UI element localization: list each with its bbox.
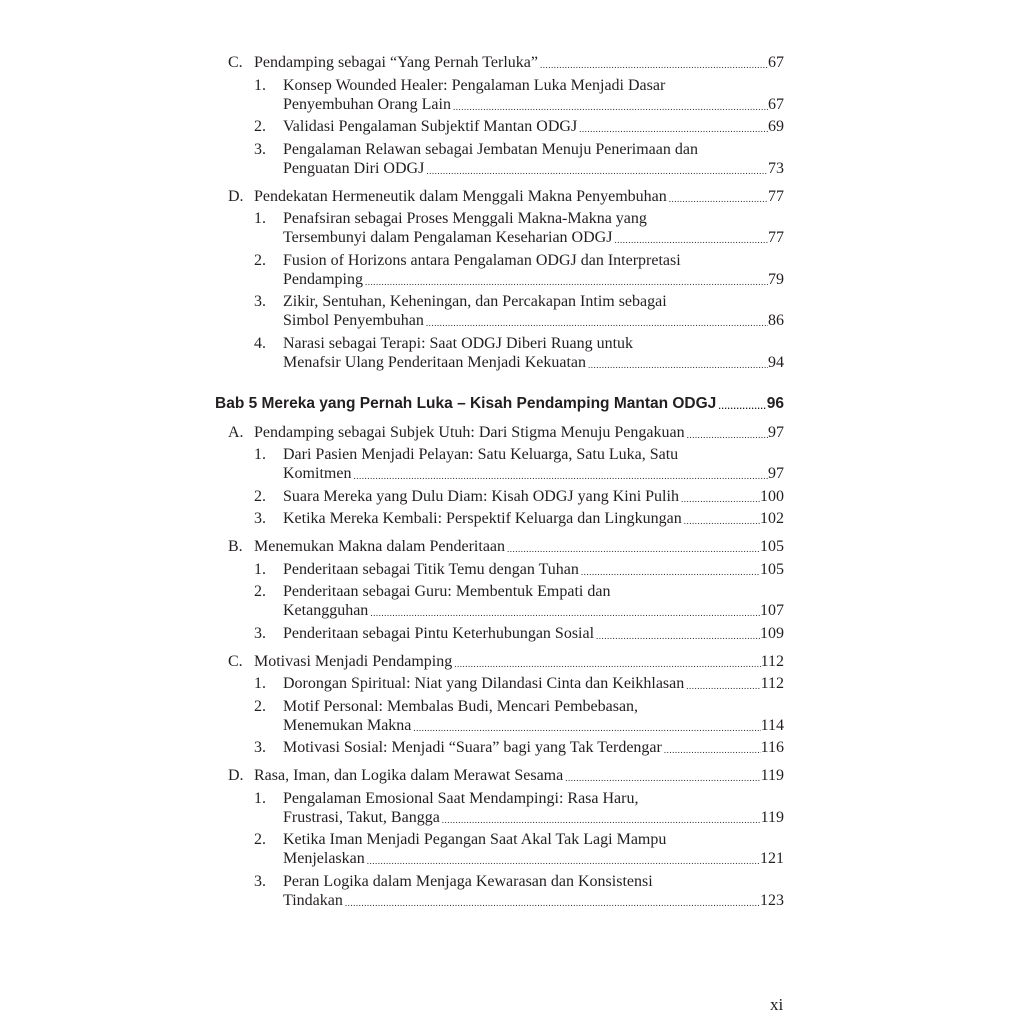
item-number: 3. bbox=[254, 140, 266, 158]
page-ref: 97 bbox=[768, 465, 784, 482]
toc-line bbox=[215, 537, 784, 556]
page-ref: 105 bbox=[760, 538, 784, 555]
dot-leader bbox=[685, 428, 768, 442]
page-ref: 119 bbox=[760, 767, 784, 784]
page-ref: 123 bbox=[760, 891, 784, 909]
section-letter: B. bbox=[228, 538, 243, 555]
toc-line bbox=[215, 228, 784, 247]
item-number: 1. bbox=[254, 560, 266, 578]
item-title-line: Dari Pasien Menjadi Pelayan: Satu Keluarga, Satu Luka, Satu bbox=[283, 446, 679, 463]
dot-leader bbox=[351, 469, 768, 483]
toc-line bbox=[215, 830, 784, 849]
toc-line bbox=[215, 716, 784, 735]
item-number: 3. bbox=[254, 872, 266, 890]
toc-line bbox=[215, 624, 784, 643]
item-number: 2. bbox=[254, 118, 266, 135]
toc-line bbox=[215, 652, 784, 671]
section-letter: C. bbox=[228, 652, 243, 670]
item-title-line: Menjelaskan bbox=[283, 850, 365, 867]
chapter-title: Bab 5 Mereka yang Pernah Luka – Kisah Pendamping Mantan ODGJ bbox=[215, 394, 717, 412]
item-title-line: Frustrasi, Takut, Bangga bbox=[283, 808, 440, 826]
page-ref: 105 bbox=[760, 560, 784, 578]
dot-leader bbox=[577, 122, 768, 136]
toc-line bbox=[215, 117, 784, 136]
dot-leader bbox=[411, 721, 760, 735]
dot-leader bbox=[365, 854, 760, 868]
item-title-line: Menemukan Makna bbox=[283, 716, 412, 734]
toc-line bbox=[215, 140, 784, 159]
toc-line bbox=[215, 53, 784, 72]
item-title-line: Motif Personal: Membalas Budi, Mencari Pembebasan, bbox=[283, 697, 639, 715]
item-number: 2. bbox=[254, 583, 266, 600]
section-title: Pendamping sebagai Subjek Utuh: Dari Stigma Menuju Pengakuan bbox=[254, 423, 685, 441]
page-ref: 100 bbox=[760, 487, 784, 505]
item-title-line: Konsep Wounded Healer: Pengalaman Luka Menjadi Dasar bbox=[283, 76, 666, 94]
section-letter: D. bbox=[228, 187, 244, 205]
dot-leader bbox=[716, 399, 766, 413]
toc-line bbox=[215, 487, 784, 506]
dot-leader bbox=[424, 316, 768, 330]
toc-line bbox=[215, 394, 784, 413]
item-number: 1. bbox=[254, 446, 266, 463]
dot-leader bbox=[563, 771, 760, 785]
table-of-contents bbox=[215, 53, 784, 910]
dot-leader bbox=[594, 629, 760, 643]
item-title-line: Ketangguhan bbox=[283, 602, 369, 619]
toc-line bbox=[215, 464, 784, 483]
page-ref: 102 bbox=[760, 510, 784, 527]
dot-leader bbox=[612, 233, 768, 247]
page-ref: 86 bbox=[768, 312, 784, 329]
item-number: 1. bbox=[254, 76, 266, 94]
page-ref: 121 bbox=[760, 850, 784, 867]
toc-line bbox=[215, 738, 784, 757]
page-ref: 97 bbox=[768, 423, 784, 441]
item-number: 1. bbox=[254, 789, 266, 807]
item-number: 1. bbox=[254, 675, 266, 692]
page-ref: 96 bbox=[766, 394, 784, 412]
dot-leader bbox=[505, 542, 760, 556]
item-number: 3. bbox=[254, 739, 266, 756]
item-title-line: Pengalaman Emosional Saat Mendampingi: Rasa Haru, bbox=[283, 789, 639, 807]
item-title-line: Penderitaan sebagai Guru: Membentuk Empati dan bbox=[283, 583, 611, 600]
page-ref: 116 bbox=[760, 739, 784, 756]
toc-line bbox=[215, 808, 784, 827]
item-title-line: Pendamping bbox=[283, 270, 363, 288]
toc-line bbox=[215, 251, 784, 270]
toc-line bbox=[215, 95, 784, 114]
toc-line bbox=[215, 766, 784, 785]
toc-line bbox=[215, 292, 784, 311]
toc-line bbox=[215, 560, 784, 579]
page-ref: 77 bbox=[768, 187, 784, 205]
dot-leader bbox=[667, 192, 768, 206]
toc-line bbox=[215, 445, 784, 464]
item-title-line: Penderitaan sebagai Pintu Keterhubungan Sosial bbox=[283, 624, 595, 642]
item-title-line: Dorongan Spiritual: Niat yang Dilandasi Cinta dan Keikhlasan bbox=[283, 675, 685, 692]
toc-line bbox=[215, 509, 784, 528]
section-title: Pendamping sebagai “Yang Pernah Terluka” bbox=[254, 54, 538, 71]
dot-leader bbox=[679, 492, 760, 506]
toc-line bbox=[215, 270, 784, 289]
dot-leader bbox=[684, 679, 760, 693]
toc-line bbox=[215, 187, 784, 206]
item-number: 1. bbox=[254, 210, 266, 227]
page-ref: 67 bbox=[768, 95, 784, 113]
dot-leader bbox=[424, 164, 768, 178]
dot-leader bbox=[586, 358, 768, 372]
page-number: xi bbox=[770, 995, 784, 1014]
section-title: Rasa, Iman, dan Logika dalam Merawat Sesama bbox=[254, 767, 564, 784]
dot-leader bbox=[662, 743, 761, 757]
item-title-line: Fusion of Horizons antara Pengalaman ODGJ dan Interpretasi bbox=[283, 251, 681, 269]
page-ref: 109 bbox=[760, 624, 784, 642]
item-number: 3. bbox=[254, 510, 266, 527]
page-ref: 73 bbox=[768, 159, 784, 177]
toc-line bbox=[215, 582, 784, 601]
section-letter: C. bbox=[228, 54, 243, 71]
toc-line bbox=[215, 159, 784, 178]
item-title-line: Tersembunyi dalam Pengalaman Keseharian ODGJ bbox=[283, 229, 613, 246]
toc-line bbox=[215, 601, 784, 620]
dot-leader bbox=[682, 514, 760, 528]
dot-leader bbox=[368, 606, 760, 620]
toc-line bbox=[215, 353, 784, 372]
page-ref: 112 bbox=[760, 652, 784, 670]
section-letter: A. bbox=[228, 423, 244, 441]
page-ref: 107 bbox=[760, 602, 784, 619]
toc-line bbox=[215, 334, 784, 353]
item-number: 2. bbox=[254, 831, 266, 848]
toc-line bbox=[215, 209, 784, 228]
section-title: Pendekatan Hermeneutik dalam Menggali Makna Penyembuhan bbox=[254, 187, 667, 205]
item-number: 2. bbox=[254, 487, 266, 505]
item-number: 4. bbox=[254, 334, 266, 352]
toc-line bbox=[215, 872, 784, 891]
dot-leader bbox=[440, 813, 761, 827]
item-number: 3. bbox=[254, 293, 266, 310]
page-ref: 112 bbox=[760, 675, 784, 692]
page-ref: 94 bbox=[768, 353, 784, 371]
item-title-line: Validasi Pengalaman Subjektif Mantan ODGJ bbox=[283, 118, 578, 135]
item-title-line: Simbol Penyembuhan bbox=[283, 312, 424, 329]
page-ref: 79 bbox=[768, 270, 784, 288]
section-title: Menemukan Makna dalam Penderitaan bbox=[254, 538, 506, 555]
toc-line bbox=[215, 849, 784, 868]
page-ref: 119 bbox=[760, 808, 784, 826]
item-title-line: Ketika Iman Menjadi Pegangan Saat Akal Tak Lagi Mampu bbox=[283, 831, 667, 848]
toc-line bbox=[215, 423, 784, 442]
page-ref: 77 bbox=[768, 229, 784, 246]
item-number: 2. bbox=[254, 697, 266, 715]
item-title-line: Motivasi Sosial: Menjadi “Suara” bagi yang Tak Terdengar bbox=[283, 739, 662, 756]
dot-leader bbox=[343, 896, 760, 910]
item-title-line: Tindakan bbox=[283, 891, 343, 909]
page-ref: 69 bbox=[768, 118, 784, 135]
dot-leader bbox=[579, 565, 760, 579]
section-letter: D. bbox=[228, 767, 244, 784]
item-number: 2. bbox=[254, 251, 266, 269]
toc-line bbox=[215, 697, 784, 716]
item-title-line: Penafsiran sebagai Proses Menggali Makna-Makna yang bbox=[283, 210, 647, 227]
dot-leader bbox=[538, 58, 768, 72]
item-title-line: Penderitaan sebagai Titik Temu dengan Tuhan bbox=[283, 560, 579, 578]
item-title-line: Peran Logika dalam Menjaga Kewarasan dan Konsistensi bbox=[283, 872, 653, 890]
page-ref: 67 bbox=[768, 54, 784, 71]
item-title-line: Zikir, Sentuhan, Keheningan, dan Percakapan Intim sebagai bbox=[283, 293, 667, 310]
item-title-line: Suara Mereka yang Dulu Diam: Kisah ODGJ yang Kini Pulih bbox=[283, 487, 679, 505]
toc-line bbox=[215, 311, 784, 330]
toc-line bbox=[215, 674, 784, 693]
item-title-line: Penguatan Diri ODGJ bbox=[283, 159, 425, 177]
item-title-line: Komitmen bbox=[283, 465, 352, 482]
toc-line bbox=[215, 789, 784, 808]
item-title-line: Menafsir Ulang Penderitaan Menjadi Kekuatan bbox=[283, 353, 587, 371]
dot-leader bbox=[451, 100, 768, 114]
item-title-line: Narasi sebagai Terapi: Saat ODGJ Diberi Ruang untuk bbox=[283, 334, 634, 352]
section-title: Motivasi Menjadi Pendamping bbox=[254, 652, 453, 670]
item-title-line: Ketika Mereka Kembali: Perspektif Keluarga dan Lingkungan bbox=[283, 510, 682, 527]
item-title-line: Penyembuhan Orang Lain bbox=[283, 95, 451, 113]
item-title-line: Pengalaman Relawan sebagai Jembatan Menuju Penerimaan dan bbox=[283, 140, 698, 158]
item-number: 3. bbox=[254, 624, 266, 642]
dot-leader bbox=[363, 275, 768, 289]
dot-leader bbox=[452, 657, 760, 671]
toc-line bbox=[215, 76, 784, 95]
toc-line bbox=[215, 891, 784, 910]
page-ref: 114 bbox=[760, 716, 784, 734]
